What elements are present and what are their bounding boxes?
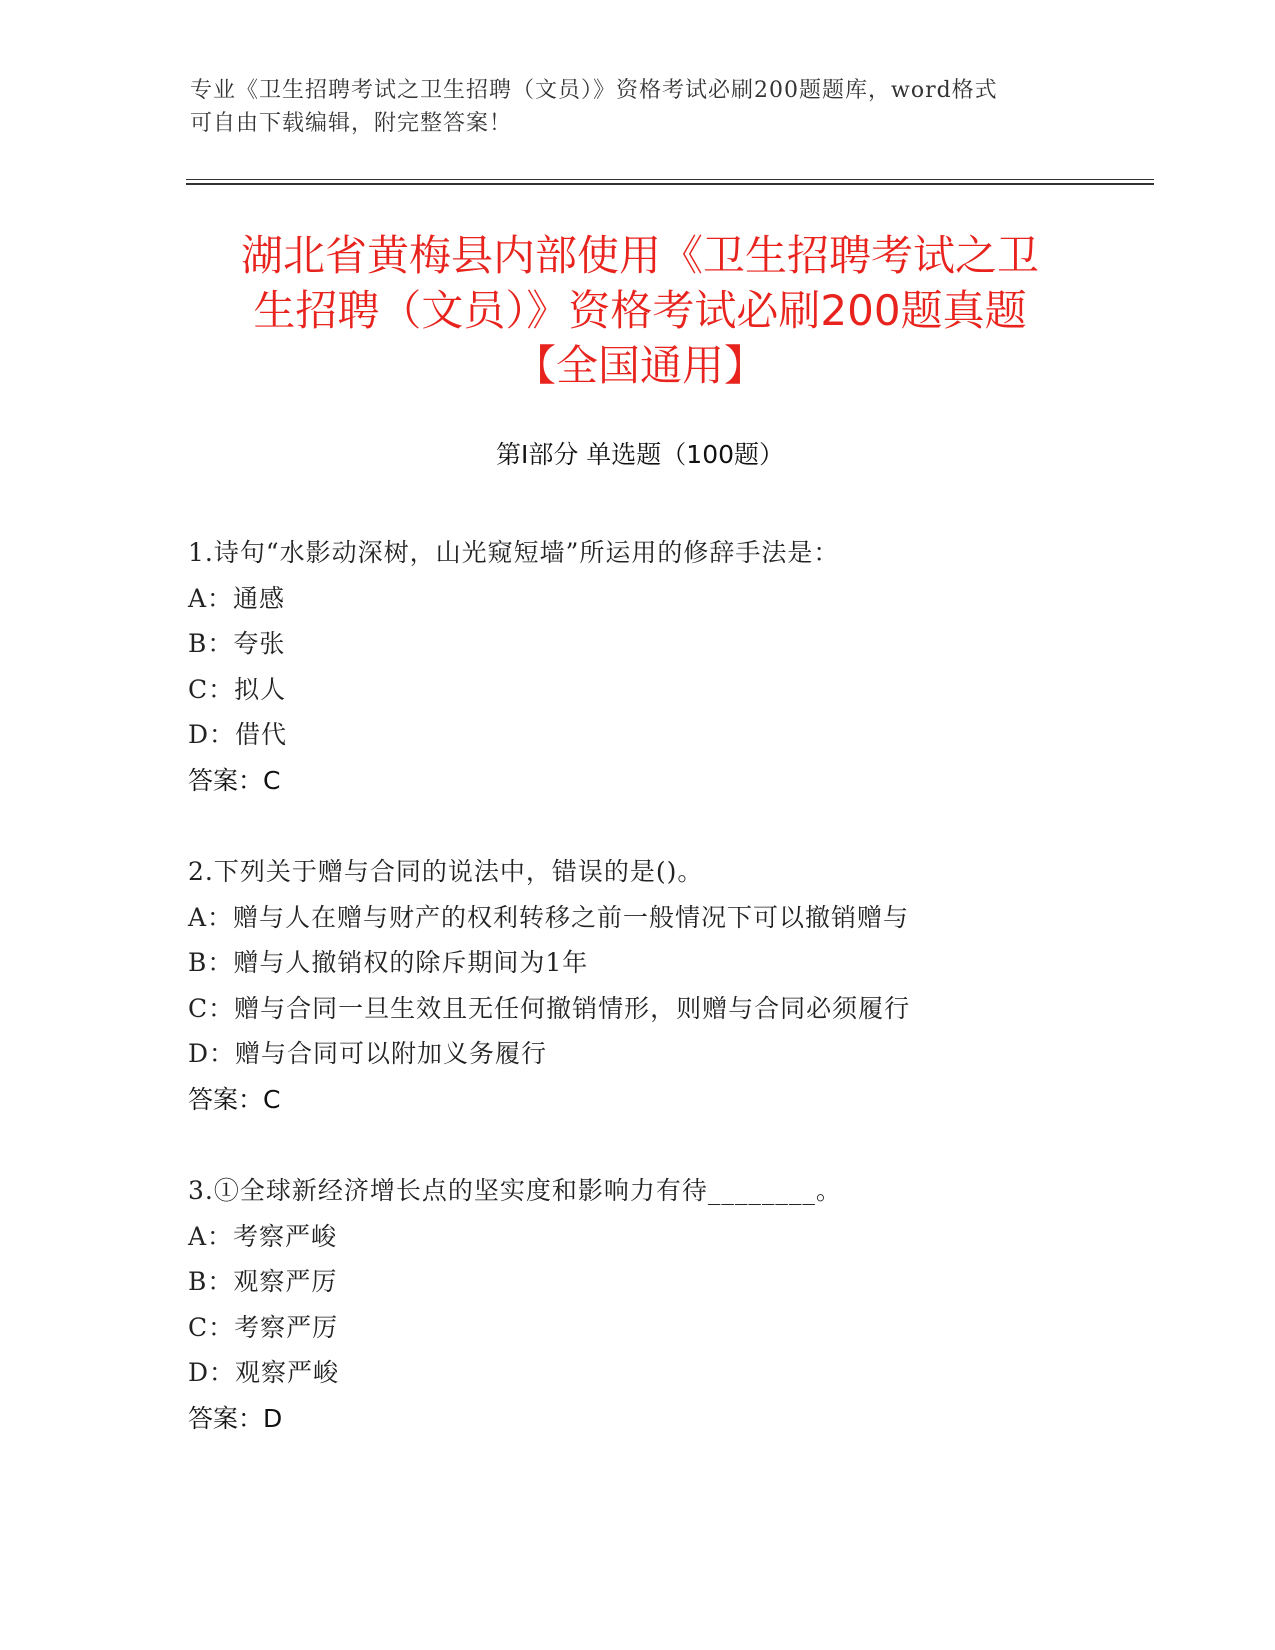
question-item (188, 530, 1088, 803)
option-d: D：观察严峻 (188, 1358, 340, 1387)
header-note (190, 74, 1090, 140)
option-b: B：赠与人撤销权的除斥期间为1年 (188, 948, 589, 977)
question-item (188, 1168, 1088, 1441)
document-title-line-2: 生招聘（文员）》资格考试必刷200题真题 (253, 286, 1027, 335)
header-divider-thin (186, 179, 1154, 180)
header-note-line-1: 专业《卫生招聘考试之卫生招聘（文员）》资格考试必刷200题题库，word格式 (190, 78, 998, 103)
option-b: B：观察严厉 (188, 1267, 338, 1296)
option-d: D：赠与合同可以附加义务履行 (188, 1039, 548, 1068)
option-a: A：考察严峻 (188, 1221, 338, 1251)
document-title-line-1: 湖北省黄梅县内部使用《卫生招聘考试之卫 (240, 231, 1039, 280)
option-b: B：夸张 (188, 629, 286, 658)
option-c: C：拟人 (188, 674, 287, 704)
document-title (190, 228, 1090, 393)
document-title-line-3: 【全国通用】 (513, 341, 766, 390)
option-d: D：借代 (188, 720, 288, 749)
option-a: A：通感 (188, 583, 286, 613)
header-divider-thick (186, 183, 1154, 185)
section-heading: 第I部分 单选题（100题） (495, 440, 785, 469)
header-note-line-2: 可自由下载编辑，附完整答案！ (190, 111, 513, 136)
question-stem: 1.诗句“水影动深树，山光窥短墙”所运用的修辞手法是： (188, 538, 840, 567)
answer-label: 答案：C (188, 1084, 281, 1114)
answer-label: 答案：D (188, 1403, 283, 1433)
answer-label: 答案：C (188, 765, 281, 795)
question-item (188, 849, 1088, 1122)
question-stem: 2.下列关于赠与合同的说法中，错误的是()。 (188, 857, 704, 886)
option-c: C：考察严厉 (188, 1312, 339, 1342)
option-c: C：赠与合同一旦生效且无任何撤销情形，则赠与合同必须履行 (188, 993, 911, 1023)
option-a: A：赠与人在赠与财产的权利转移之前一般情况下可以撤销赠与 (188, 902, 910, 932)
question-stem: 3.①全球新经济增长点的坚实度和影响力有待________。 (188, 1176, 842, 1205)
